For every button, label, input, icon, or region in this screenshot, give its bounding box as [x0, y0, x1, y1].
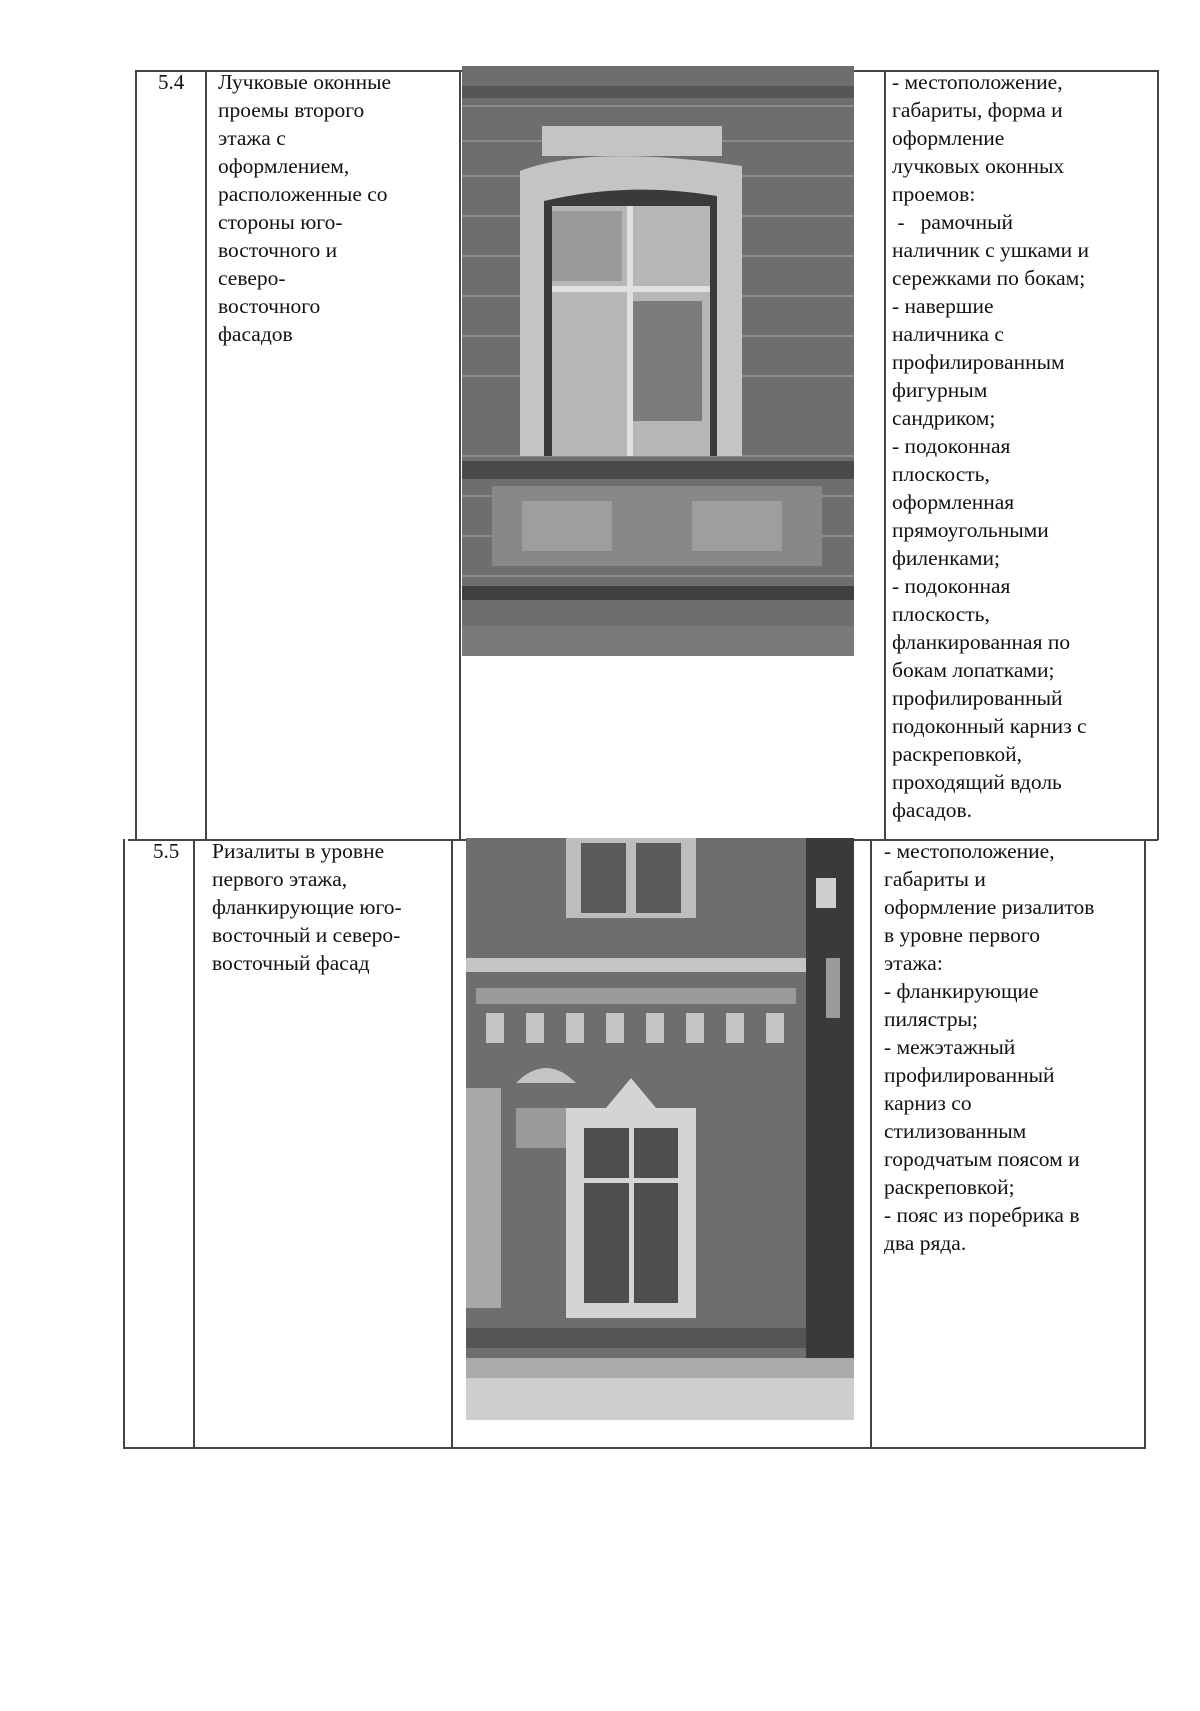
- element-description-line: оформление: [892, 126, 1005, 150]
- element-description-line: - рамочный: [892, 210, 1014, 234]
- element-description-line: - межэтажный: [884, 1035, 1016, 1059]
- element-description-line: наличника с: [892, 322, 1004, 346]
- element-description-line: раскреповкой,: [892, 742, 1022, 766]
- element-description-line: - подоконная: [892, 434, 1011, 458]
- element-description-line: плоскость,: [892, 602, 990, 626]
- element-name-line: восточный фасад: [212, 951, 370, 975]
- risalit-facade-photo: [466, 838, 854, 1420]
- element-description-line: два ряда.: [884, 1231, 967, 1255]
- element-description-line: раскреповкой;: [884, 1175, 1015, 1199]
- element-description-line: проходящий вдоль: [892, 770, 1062, 794]
- element-name-line: фланкирующие юго-: [212, 895, 402, 919]
- row2-right-border: [1144, 839, 1146, 1449]
- element-description-line: сандриком;: [892, 406, 996, 430]
- element-name-line: этажа с: [218, 126, 286, 150]
- row-number: 5.4: [158, 70, 185, 94]
- element-description-line: фасадов.: [892, 798, 973, 822]
- element-description-line: этажа:: [884, 951, 943, 975]
- element-description-line: профилированным: [892, 350, 1065, 374]
- element-name-line: стороны юго-: [218, 210, 343, 234]
- element-description-line: стилизованным: [884, 1119, 1027, 1143]
- element-description-line: плоскость,: [892, 462, 990, 486]
- element-name-line: расположенные со: [218, 182, 388, 206]
- row1-col1-border: [205, 70, 207, 840]
- element-description-line: - подоконная: [892, 574, 1011, 598]
- element-name-line: Ризалиты в уровне: [212, 839, 385, 863]
- row2-bottom-border: [123, 1447, 1145, 1449]
- element-description-line: сережками по бокам;: [892, 266, 1086, 290]
- row1-col3-border: [884, 70, 886, 840]
- element-name: [218, 68, 391, 348]
- element-description: [884, 837, 1094, 1257]
- row2-col1-border: [193, 839, 195, 1449]
- element-description-line: карниз со: [884, 1091, 972, 1115]
- element-name-line: первого этажа,: [212, 867, 348, 891]
- element-description-line: - фланкирующие: [884, 979, 1039, 1003]
- element-description-line: в уровне первого: [884, 923, 1040, 947]
- element-description-line: фигурным: [892, 378, 988, 402]
- row2-col3-border: [870, 839, 872, 1449]
- element-name-line: восточного и: [218, 238, 338, 262]
- element-description-line: проемов:: [892, 182, 976, 206]
- element-description-line: профилированный: [892, 686, 1063, 710]
- element-name: [212, 837, 402, 977]
- element-description-line: оформленная: [892, 490, 1015, 514]
- element-description-line: - пояс из поребрика в: [884, 1203, 1080, 1227]
- element-description-line: - местоположение,: [892, 70, 1063, 94]
- element-description-line: габариты и: [884, 867, 986, 891]
- element-name-line: восточного: [218, 294, 321, 318]
- element-description-line: фланкированная по: [892, 630, 1071, 654]
- element-description-line: подоконный карниз с: [892, 714, 1087, 738]
- window-facade-photo: [462, 66, 854, 656]
- element-name-line: проемы второго: [218, 98, 365, 122]
- element-name-line: Лучковые оконные: [218, 70, 392, 94]
- element-name-line: фасадов: [218, 322, 293, 346]
- row1-col2-border: [459, 70, 461, 840]
- element-description-line: - навершие: [892, 294, 994, 318]
- element-description-line: прямоугольными: [892, 518, 1049, 542]
- element-name-line: восточный и северо-: [212, 923, 401, 947]
- element-description-line: городчатым поясом и: [884, 1147, 1080, 1171]
- element-description-line: оформление ризалитов: [884, 895, 1095, 919]
- row-number: 5.5: [153, 839, 180, 863]
- element-description-line: пилястры;: [884, 1007, 978, 1031]
- element-description-line: филенками;: [892, 546, 1000, 570]
- row2-col2-border: [451, 839, 453, 1449]
- element-description-line: лучковых оконных: [892, 154, 1065, 178]
- row1-right-border: [1157, 70, 1159, 840]
- element-description: [892, 68, 1089, 824]
- element-description-line: бокам лопатками;: [892, 658, 1055, 682]
- element-name-line: оформлением,: [218, 154, 350, 178]
- element-name-line: северо-: [218, 266, 286, 290]
- element-description-line: наличник с ушками и: [892, 238, 1089, 262]
- element-description-line: габариты, форма и: [892, 98, 1063, 122]
- row1-left-border: [135, 70, 137, 840]
- element-description-line: - местоположение,: [884, 839, 1055, 863]
- element-description-line: профилированный: [884, 1063, 1055, 1087]
- row2-left-border: [123, 839, 125, 1449]
